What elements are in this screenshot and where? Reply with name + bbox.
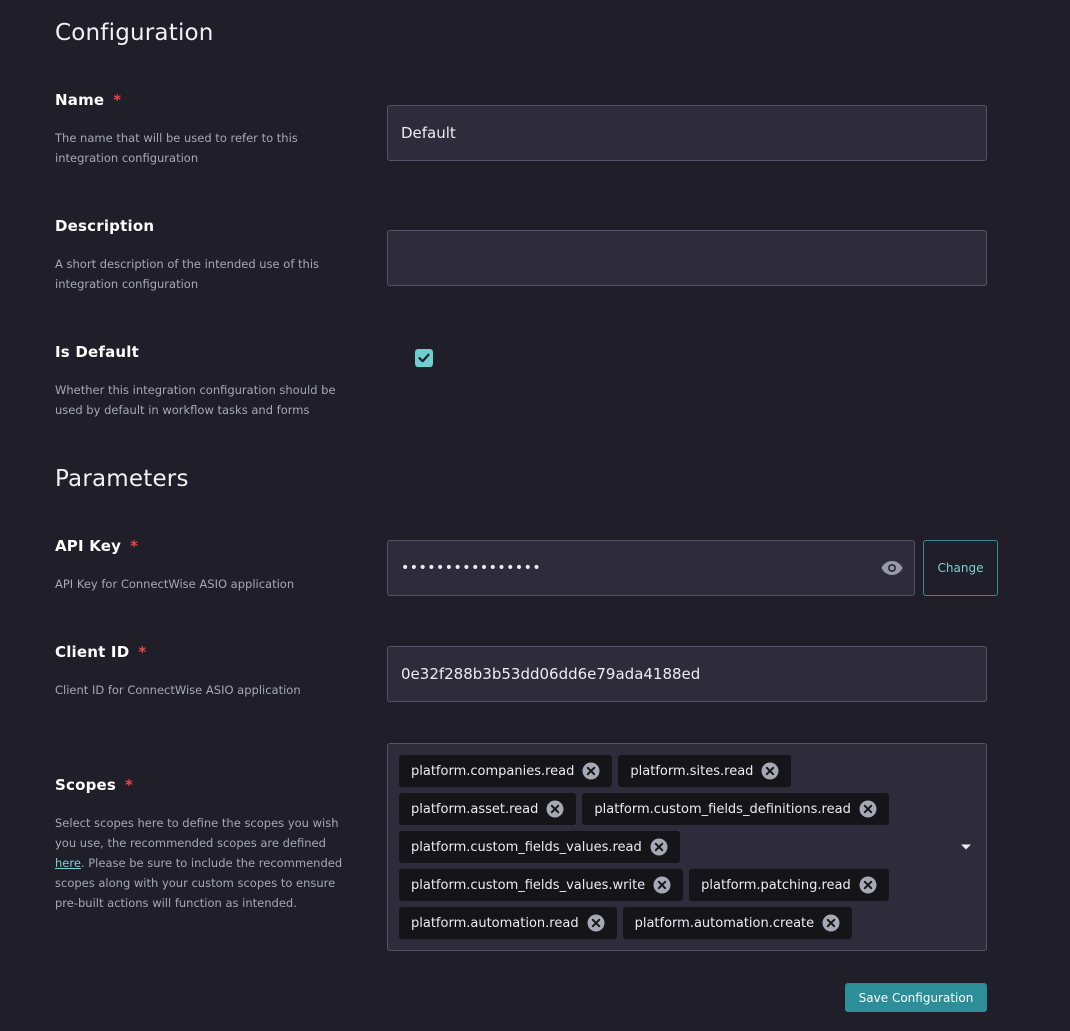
- remove-scope-icon[interactable]: [546, 800, 564, 818]
- scope-chip: [582, 793, 888, 825]
- api-key-input-value: ••••••••••••••••: [401, 560, 542, 576]
- name-label-text: Name: [55, 91, 105, 109]
- scope-chip-label: platform.custom_fields_definitions.read: [594, 801, 851, 817]
- name-description: The name that will be used to refer to this integration configuration: [55, 131, 298, 165]
- scope-chip: [623, 907, 853, 939]
- api-key-description: API Key for ConnectWise ASIO application: [55, 577, 295, 591]
- description-label: Description: [55, 217, 155, 235]
- api-key-required-mark: *: [130, 537, 139, 555]
- client-id-input-value: 0e32f288b3b53dd06dd6e79ada4188ed: [401, 665, 701, 683]
- save-configuration-button[interactable]: Save Configuration: [845, 983, 987, 1012]
- scopes-multiselect[interactable]: [387, 743, 987, 951]
- scope-chip-label: platform.automation.create: [634, 915, 815, 931]
- scope-chip: [618, 755, 791, 787]
- name-input[interactable]: [387, 105, 987, 161]
- client-id-input[interactable]: [387, 646, 987, 702]
- change-api-key-button[interactable]: Change: [923, 540, 998, 596]
- configuration-title: Configuration: [55, 20, 214, 46]
- api-key-input[interactable]: [387, 540, 915, 596]
- scope-chip: [689, 869, 889, 901]
- remove-scope-icon[interactable]: [859, 800, 877, 818]
- api-key-label-text: API Key: [55, 537, 122, 555]
- description-description: A short description of the intended use of this integration configuration: [55, 257, 320, 291]
- scope-chip: [399, 831, 680, 863]
- chevron-down-icon[interactable]: [960, 843, 972, 851]
- name-required-mark: *: [113, 91, 122, 109]
- is-default-description: Whether this integration configuration should be used by default in workflow tasks and forms: [55, 383, 336, 417]
- remove-scope-icon[interactable]: [859, 876, 877, 894]
- scopes-label: [55, 776, 133, 794]
- client-id-description: Client ID for ConnectWise ASIO application: [55, 683, 301, 697]
- scope-chip-label: platform.companies.read: [411, 763, 575, 779]
- client-id-required-mark: *: [138, 643, 147, 661]
- scope-chip-label: platform.asset.read: [411, 801, 539, 817]
- name-label: [55, 91, 121, 109]
- scopes-required-mark: *: [125, 776, 134, 794]
- scope-chip: [399, 869, 683, 901]
- api-key-label: [55, 537, 138, 555]
- scopes-label-text: Scopes: [55, 776, 117, 794]
- is-default-checkbox[interactable]: [415, 349, 433, 367]
- remove-scope-icon[interactable]: [653, 876, 671, 894]
- remove-scope-icon[interactable]: [587, 914, 605, 932]
- scope-chip: [399, 793, 576, 825]
- scope-chip-label: platform.sites.read: [630, 763, 754, 779]
- remove-scope-icon[interactable]: [582, 762, 600, 780]
- scope-chip: [399, 755, 612, 787]
- client-id-label-text: Client ID: [55, 643, 130, 661]
- scopes-description-pre: Select scopes here to define the scopes you wish you use, the recommended scopes are defined: [55, 816, 339, 850]
- name-input-value: Default: [401, 124, 456, 142]
- eye-icon[interactable]: [880, 556, 904, 580]
- scope-chip-label: platform.patching.read: [701, 877, 851, 893]
- is-default-label: Is Default: [55, 343, 139, 361]
- client-id-label: [55, 643, 146, 661]
- scope-chip: [399, 907, 617, 939]
- scopes-chip-list: [399, 755, 936, 939]
- description-input[interactable]: [387, 230, 987, 286]
- remove-scope-icon[interactable]: [822, 914, 840, 932]
- parameters-title: Parameters: [55, 466, 189, 492]
- scopes-description: [55, 813, 355, 913]
- scope-chip-label: platform.custom_fields_values.write: [411, 877, 646, 893]
- scopes-description-post: . Please be sure to include the recommended scopes along with your custom scopes to ensure pre-built actions will function as intended.: [55, 856, 343, 910]
- check-icon: [417, 351, 431, 365]
- scopes-here-link[interactable]: here: [55, 856, 81, 870]
- remove-scope-icon[interactable]: [761, 762, 779, 780]
- scope-chip-label: platform.custom_fields_values.read: [411, 839, 642, 855]
- remove-scope-icon[interactable]: [650, 838, 668, 856]
- scope-chip-label: platform.automation.read: [411, 915, 579, 931]
